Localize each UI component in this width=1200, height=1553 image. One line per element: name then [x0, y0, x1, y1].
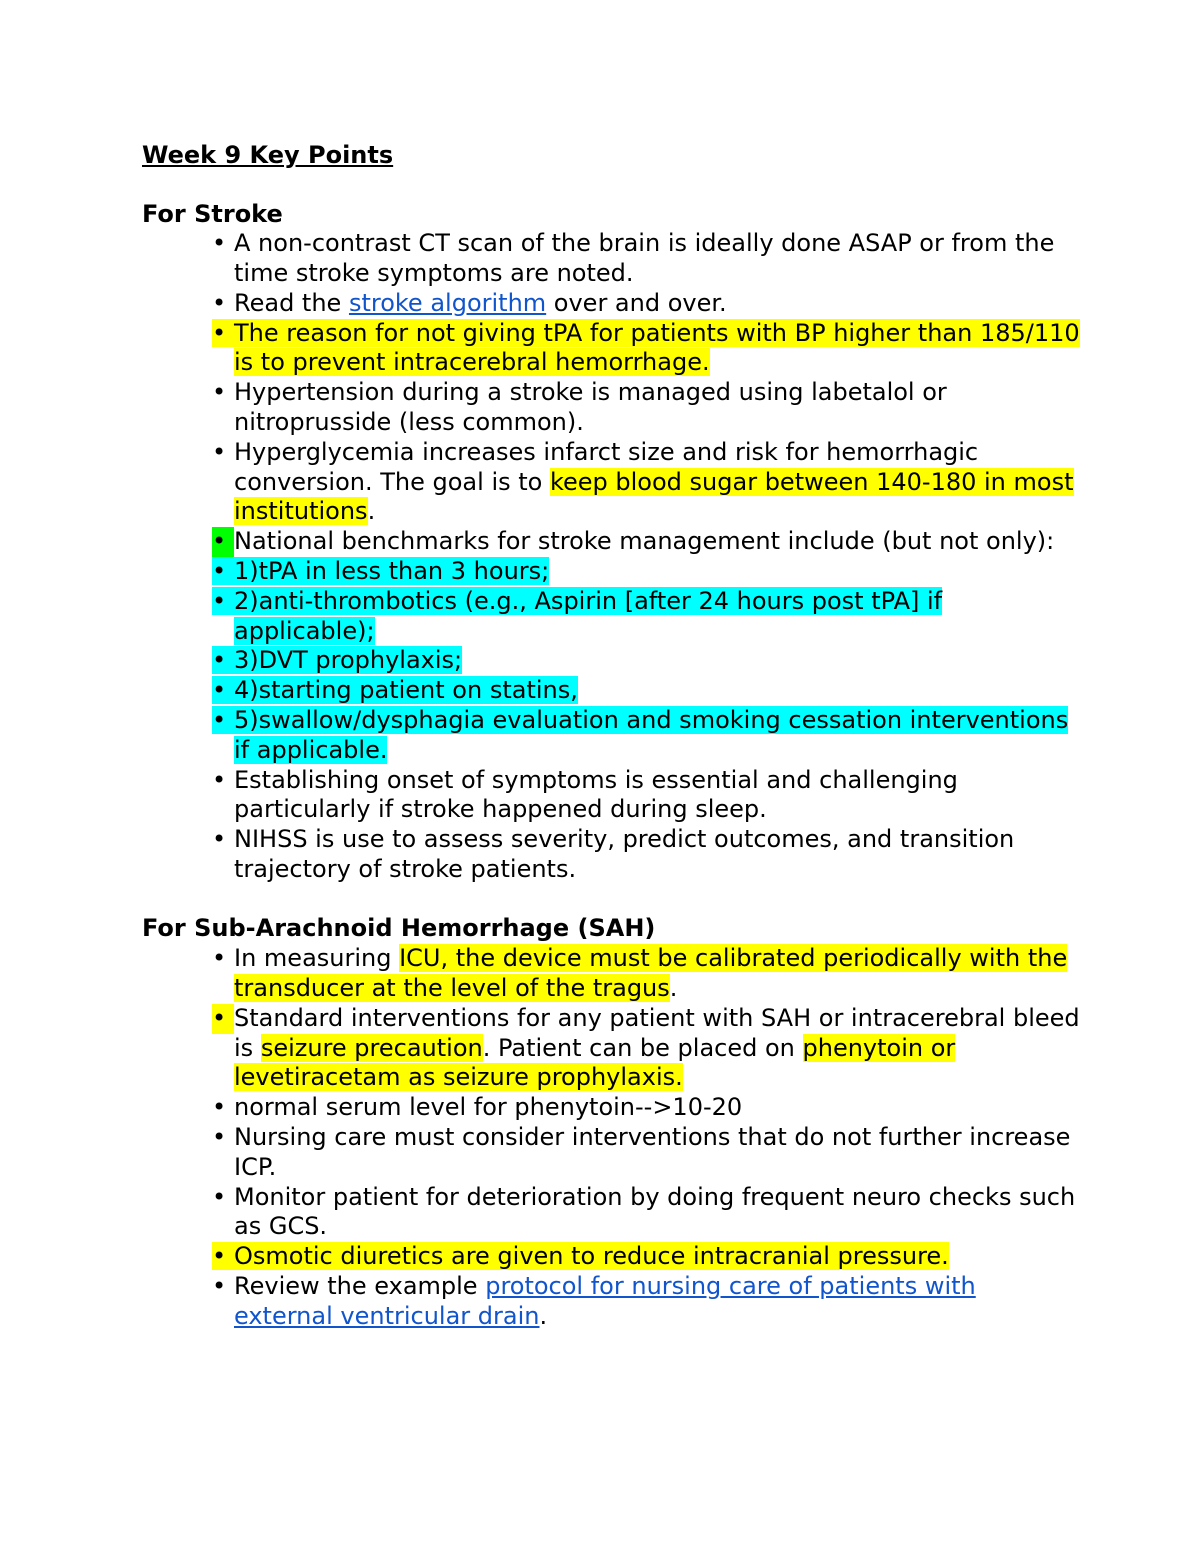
- sah-list: [142, 944, 1082, 1331]
- bullet-icon: •: [212, 1271, 227, 1300]
- evd-protocol-link[interactable]: protocol for nursing care of patients with external ventricular drain: [234, 1271, 976, 1330]
- bullet-icon: •: [212, 1004, 234, 1034]
- bullet-icon: •: [212, 557, 227, 586]
- bullet-icon: •: [212, 1122, 227, 1151]
- item-text: Monitor patient for deterioration by doing frequent neuro checks such as GCS.: [234, 1182, 1076, 1241]
- list-item: [142, 527, 1082, 557]
- list-item: [142, 587, 1082, 647]
- list-item: [142, 557, 1082, 587]
- list-item: [142, 825, 1082, 885]
- bullet-icon: •: [212, 586, 227, 615]
- highlighted-text: keep blood sugar between 140-180 in most institutions: [234, 467, 1074, 526]
- item-text: .: [539, 1301, 548, 1330]
- bullet-icon: •: [212, 944, 227, 973]
- bullet-icon: •: [212, 318, 227, 347]
- list-item: [142, 1123, 1082, 1183]
- item-text: Establishing onset of symptoms is essential and challenging particularly if stroke happened during sleep.: [234, 765, 958, 824]
- item-text: A non-contrast CT scan of the brain is ideally done ASAP or from the time stroke symptoms are noted.: [234, 229, 1055, 288]
- item-text: Review the example: [234, 1271, 486, 1300]
- bullet-icon: •: [212, 1242, 227, 1271]
- list-item: [142, 706, 1082, 766]
- item-text: normal serum level for phenytoin-->10-20: [234, 1093, 743, 1122]
- document-title: Week 9 Key Points: [142, 141, 394, 169]
- item-text: Hypertension during a stroke is managed using labetalol or nitroprusside (less common).: [234, 378, 947, 437]
- list-item: [142, 378, 1082, 438]
- bullet-icon: •: [212, 1093, 227, 1122]
- highlighted-text: 2)anti-thrombotics (e.g., Aspirin [after 24 hours post tPA] if applicable);: [234, 586, 943, 645]
- list-item: [142, 289, 1082, 319]
- list-item: [142, 319, 1082, 379]
- list-item: [142, 229, 1082, 289]
- stroke-algorithm-link[interactable]: stroke algorithm: [348, 288, 547, 317]
- highlighted-text: The reason for not giving tPA for patients with BP higher than 185/110 is to prevent intracerebral hemorrhage.: [234, 318, 1080, 377]
- item-text: . Patient can be placed on: [482, 1033, 803, 1062]
- bullet-icon: •: [212, 288, 227, 317]
- list-item: [142, 1004, 1082, 1093]
- highlighted-text: 3)DVT prophylaxis;: [234, 646, 463, 675]
- list-item: [142, 1183, 1082, 1243]
- list-item: [142, 646, 1082, 676]
- highlighted-text: 1)tPA in less than 3 hours;: [234, 557, 550, 586]
- spacer: [142, 885, 1082, 915]
- bullet-icon: •: [212, 378, 227, 407]
- item-text: National benchmarks for stroke management include (but not only):: [234, 527, 1055, 556]
- bullet-icon: •: [212, 706, 227, 735]
- highlighted-text: 4)starting patient on statins,: [234, 676, 578, 705]
- list-item: [142, 944, 1082, 1004]
- list-item: [142, 676, 1082, 706]
- highlighted-text: seizure precaution: [260, 1033, 483, 1062]
- highlighted-text: ICU, the device must be calibrated periodically with the transducer at the level of the tragus: [234, 944, 1068, 1002]
- list-item: [142, 1093, 1082, 1123]
- item-text: Hyperglycemia increases infarct size and risk for hemorrhagic conversion. The goal is to: [234, 437, 979, 496]
- bullet-icon: •: [212, 676, 227, 705]
- stroke-list: [142, 229, 1082, 885]
- highlighted-text: Osmotic diuretics are given to reduce intracranial pressure.: [234, 1242, 949, 1271]
- item-text: .: [669, 973, 678, 1002]
- list-item: [142, 766, 1082, 826]
- list-item: [142, 1272, 1082, 1332]
- item-text: Standard interventions for any patient with SAH or intracerebral bleed is: [234, 1003, 1080, 1062]
- item-text: In measuring: [234, 944, 400, 973]
- bullet-icon: •: [212, 229, 227, 258]
- section-heading-stroke: For Stroke: [142, 199, 283, 228]
- bullet-icon: •: [212, 527, 234, 557]
- spacer: [142, 170, 1082, 200]
- item-text: NIHSS is use to assess severity, predict outcomes, and transition trajectory of stroke patients.: [234, 825, 1015, 884]
- highlighted-text: 5)swallow/dysphagia evaluation and smoking cessation interventions if applicable.: [234, 706, 1069, 764]
- item-text: Read the: [234, 288, 349, 317]
- item-text: over and over.: [546, 288, 727, 317]
- bullet-icon: •: [212, 1182, 227, 1211]
- highlighted-text: phenytoin or levetiracetam as seizure prophylaxis.: [234, 1033, 956, 1092]
- item-text: .: [367, 497, 376, 526]
- document-body: [142, 140, 1082, 1331]
- bullet-icon: •: [212, 825, 227, 854]
- list-item: [142, 438, 1082, 527]
- bullet-icon: •: [212, 646, 227, 675]
- item-text: Nursing care must consider interventions that do not further increase ICP.: [234, 1122, 1071, 1181]
- bullet-icon: •: [212, 765, 227, 794]
- list-item: [142, 1242, 1082, 1272]
- section-heading-sah: For Sub-Arachnoid Hemorrhage (SAH): [142, 914, 656, 943]
- bullet-icon: •: [212, 437, 227, 466]
